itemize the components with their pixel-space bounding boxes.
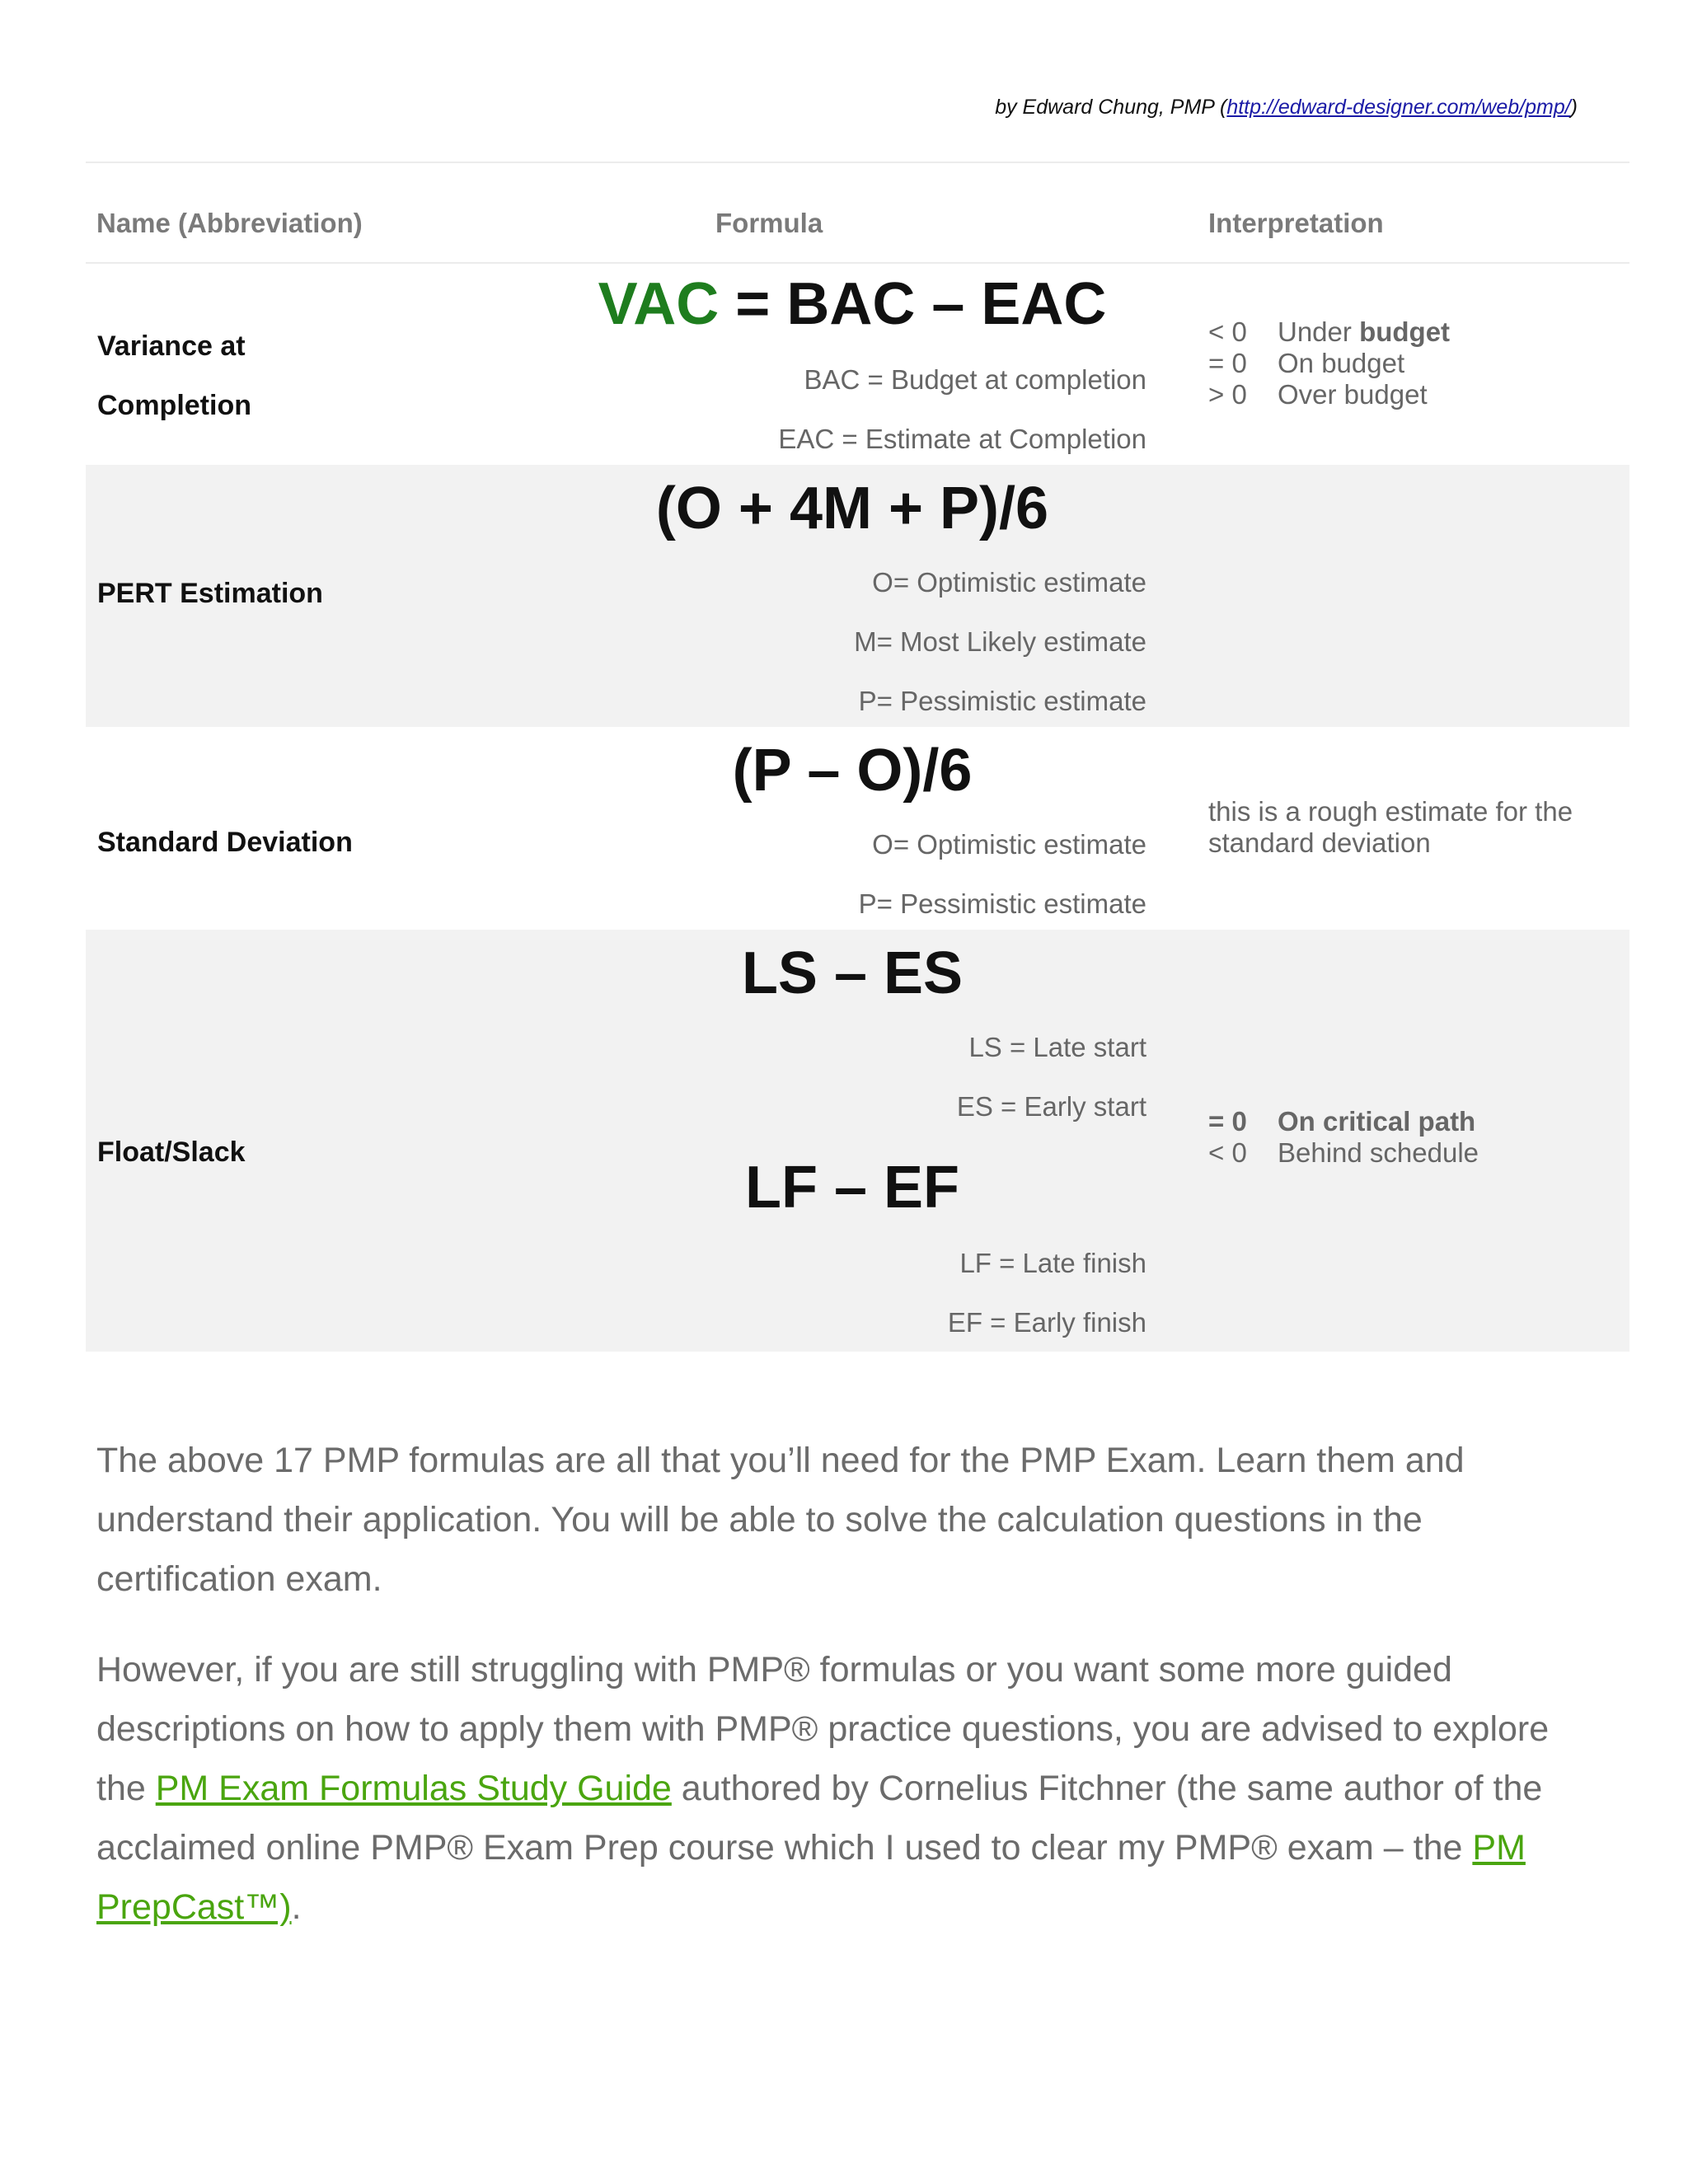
formula-vac [523, 270, 1182, 338]
study-guide-link[interactable]: PM Exam Formulas Study Guide [155, 1769, 672, 1808]
byline-prefix: by Edward Chung, PMP ( [995, 96, 1227, 119]
def-late-start: LS = Late start [968, 1032, 1146, 1062]
interp-line: this is a rough estimate for the [1208, 796, 1573, 827]
formula-float-start: LS – ES [741, 940, 964, 1006]
def-late-finish: LF = Late finish [959, 1248, 1146, 1278]
def-pessimistic: P= Pessimistic estimate [858, 888, 1146, 919]
table-row-vac [86, 264, 1629, 465]
interp-float [1208, 1106, 1479, 1169]
header-name: Name (Abbreviation) [96, 208, 363, 238]
paragraph-text: However, if you are still struggling with PMP® formulas or you want some more guided descriptions on how to apply them with PMP® practice questions, you are advised to explore the [96, 1650, 1550, 1808]
paragraph-summary: The above 17 PMP formulas are all that you’ll need for the PMP Exam. Learn them and understand their application. You will be able to solve the calculation questions in the certification exam. [96, 1441, 1465, 1599]
interp-vac [1208, 316, 1450, 410]
def-optimistic: O= Optimistic estimate [872, 829, 1146, 860]
def-most-likely: M= Most Likely estimate [854, 626, 1146, 657]
table-row-pert [86, 465, 1629, 727]
def-early-finish: EF = Early finish [947, 1307, 1146, 1338]
paragraph-text: authored by Cornelius Fitchner (the same author of the acclaimed online PMP® Exam Prep course which I used to clear my PMP® exam – the [96, 1769, 1543, 1868]
interp-line [1208, 316, 1450, 348]
divider [86, 162, 1629, 163]
interp-text: Over budget [1278, 379, 1428, 410]
row-name [97, 316, 251, 435]
interp-bold: budget [1359, 316, 1451, 347]
interp-key: > 0 [1208, 379, 1247, 410]
row-name: Float/Slack [97, 1137, 246, 1168]
def-optimistic: O= Optimistic estimate [872, 567, 1146, 598]
def-early-start: ES = Early start [956, 1091, 1146, 1122]
interp-key: < 0 [1208, 1137, 1247, 1168]
interp-line [1208, 379, 1450, 410]
formula-float-finish: LF – EF [744, 1155, 959, 1221]
interp-line [1208, 348, 1450, 379]
def-eac: EAC = Estimate at Completion [778, 424, 1146, 454]
formula-pert: (O + 4M + P)/6 [655, 476, 1049, 541]
header-formula: Formula [715, 208, 823, 238]
formula-vac-rest: = BAC – EAC [719, 271, 1107, 337]
interp-text: On critical path [1278, 1106, 1476, 1137]
def-pessimistic: P= Pessimistic estimate [858, 686, 1146, 716]
header-interpretation: Interpretation [1208, 208, 1384, 238]
row-name-line1: Variance at [97, 330, 246, 362]
formula-std-dev: (P – O)/6 [732, 738, 973, 804]
table-row-float [86, 930, 1629, 1352]
prepcast-link[interactable]: PM PrepCast™) [96, 1828, 1526, 1927]
table-row-std-dev [86, 727, 1629, 930]
interp-line [1208, 1106, 1479, 1137]
row-name: Standard Deviation [97, 827, 353, 858]
interp-key: = 0 [1208, 348, 1247, 378]
interp-line [1208, 1137, 1479, 1169]
interp-text: Behind schedule [1278, 1137, 1479, 1168]
interp-text: On budget [1278, 348, 1405, 378]
row-name-line2: Completion [97, 390, 251, 421]
interp-key: = 0 [1208, 1106, 1247, 1137]
formula-vac-symbol: VAC [598, 271, 720, 337]
interp-std-dev [1208, 796, 1573, 859]
interp-line: standard deviation [1208, 827, 1431, 858]
paragraph-text: . [291, 1887, 302, 1927]
byline-suffix: ) [1570, 96, 1578, 119]
interp-text: Under [1278, 316, 1360, 347]
def-bac: BAC = Budget at completion [804, 364, 1146, 395]
row-name: PERT Estimation [97, 578, 323, 609]
paragraph-recommendation [96, 1640, 1572, 1937]
author-link[interactable]: http://edward-designer.com/web/pmp/ [1226, 96, 1571, 119]
byline [995, 96, 1578, 120]
interp-key: < 0 [1208, 316, 1247, 347]
